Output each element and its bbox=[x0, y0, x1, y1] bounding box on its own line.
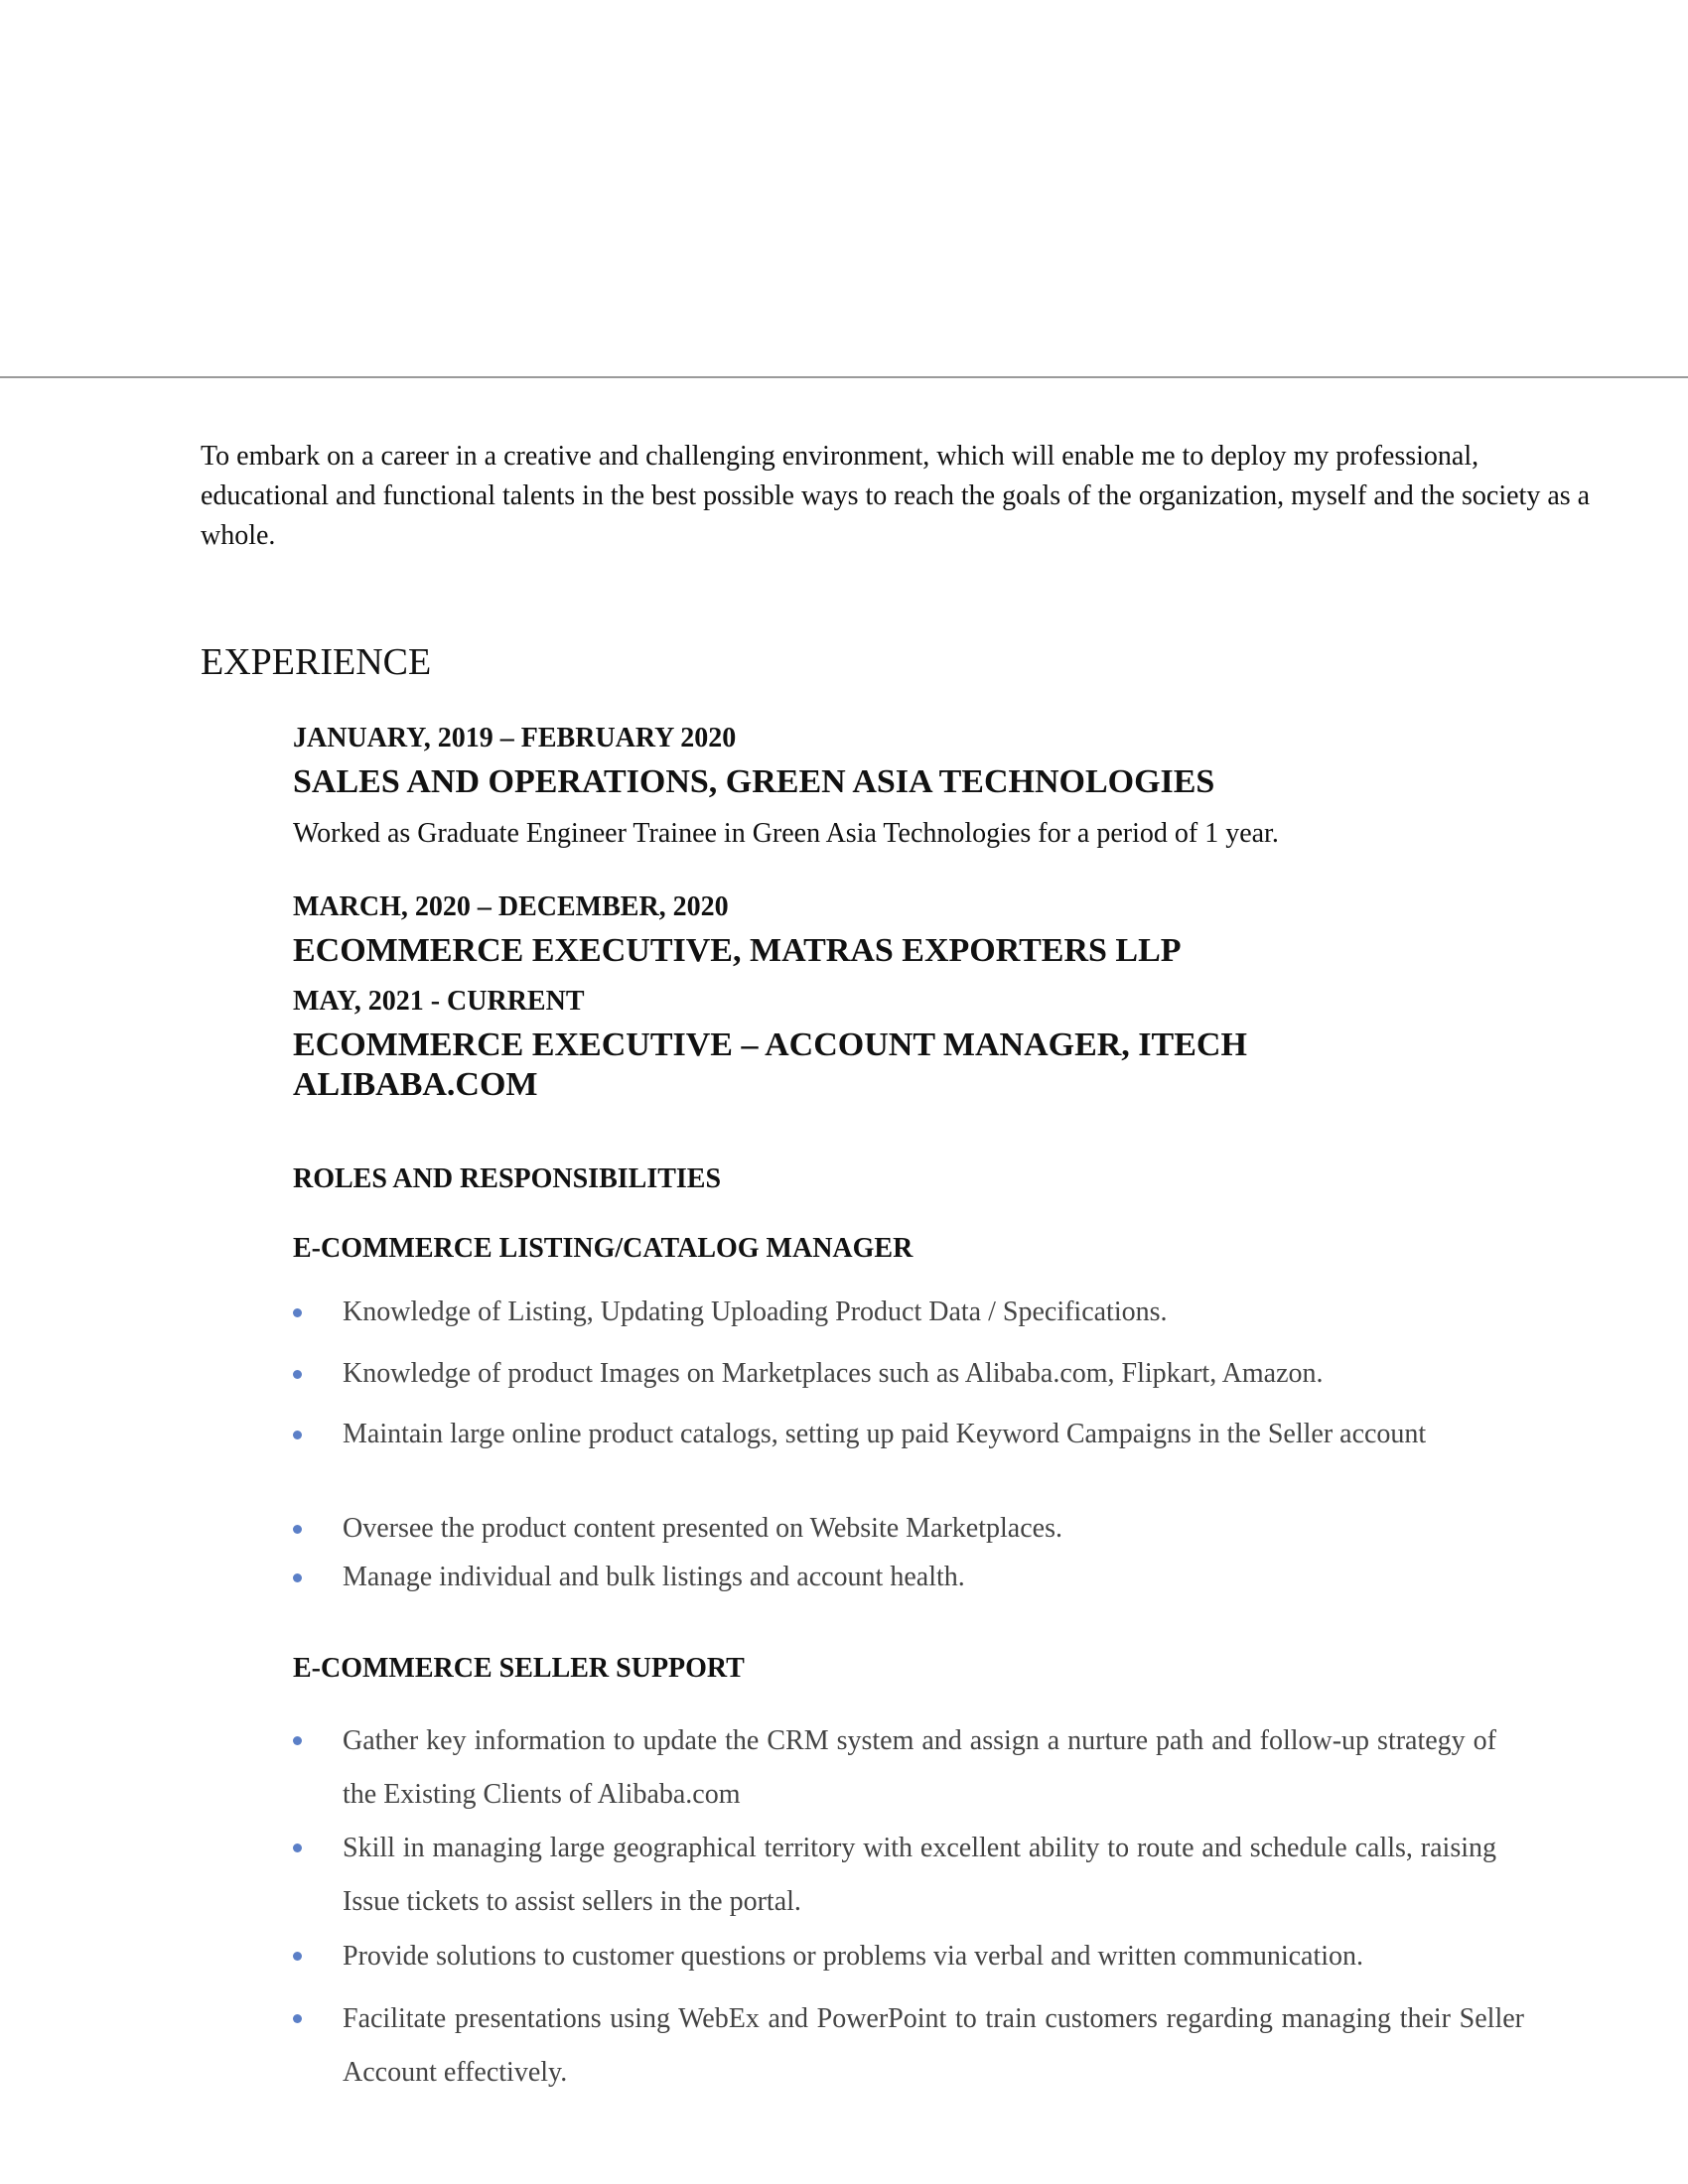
listing-manager-heading: E-COMMERCE LISTING/CATALOG MANAGER bbox=[293, 1233, 914, 1264]
header-divider bbox=[0, 376, 1688, 378]
job-dates: MAY, 2021 - CURRENT bbox=[293, 986, 585, 1017]
list-item: Facilitate presentations using WebEx and PowerPoint to train customers regarding managing their Seller Account effectively. bbox=[293, 1992, 1524, 2100]
bullet-icon bbox=[293, 1736, 302, 1745]
list-item: Skill in managing large geographical territory with excellent ability to route and schedule calls, raising Issue tickets to assist sellers in the portal. bbox=[293, 1822, 1496, 1929]
list-item: Gather key information to update the CRM system and assign a nurture path and follow-up strategy of the Existing Clients of Alibaba.com bbox=[293, 1714, 1496, 1822]
list-item: Knowledge of product Images on Marketplaces such as Alibaba.com, Flipkart, Amazon. bbox=[293, 1357, 1524, 1391]
job-title: ECOMMERCE EXECUTIVE – ACCOUNT MANAGER, ITECH ALIBABA.COM bbox=[293, 1026, 1247, 1103]
list-item: Maintain large online product catalogs, setting up paid Keyword Campaigns in the Seller account bbox=[293, 1418, 1484, 1451]
job-dates: JANUARY, 2019 – FEBRUARY 2020 bbox=[293, 723, 737, 753]
job-title: ECOMMERCE EXECUTIVE, MATRAS EXPORTERS LLP bbox=[293, 932, 1182, 969]
list-item: Knowledge of Listing, Updating Uploading Product Data / Specifications. bbox=[293, 1296, 1524, 1329]
bullet-icon bbox=[293, 1952, 302, 1961]
job-title: SALES AND OPERATIONS, GREEN ASIA TECHNOLOGIES bbox=[293, 763, 1215, 800]
job-dates: MARCH, 2020 – DECEMBER, 2020 bbox=[293, 891, 729, 922]
list-item: Oversee the product content presented on Website Marketplaces. bbox=[293, 1512, 1524, 1546]
experience-heading: EXPERIENCE bbox=[201, 641, 432, 683]
bullet-icon bbox=[293, 1525, 302, 1534]
bullet-icon bbox=[293, 1843, 302, 1852]
job-description: Worked as Graduate Engineer Trainee in Green Asia Technologies for a period of 1 year. bbox=[293, 818, 1279, 849]
roles-heading: ROLES AND RESPONSIBILITIES bbox=[293, 1163, 722, 1194]
bullet-icon bbox=[293, 1573, 302, 1582]
objective-section bbox=[201, 437, 1611, 556]
bullet-icon bbox=[293, 1308, 302, 1317]
bullet-icon bbox=[293, 1370, 302, 1379]
seller-support-heading: E-COMMERCE SELLER SUPPORT bbox=[293, 1653, 745, 1684]
bullet-icon bbox=[293, 1431, 302, 1439]
objective-text: To embark on a career in a creative and challenging environment, which will enable me to deploy my professional, educational and functional talents in the best possible ways to reach the goals of the organization, myself and the society as a whole. bbox=[201, 441, 1591, 551]
list-item: Manage individual and bulk listings and account health. bbox=[293, 1561, 1524, 1594]
bullet-icon bbox=[293, 2014, 302, 2023]
list-item: Provide solutions to customer questions or problems via verbal and written communication. bbox=[293, 1930, 1584, 1983]
